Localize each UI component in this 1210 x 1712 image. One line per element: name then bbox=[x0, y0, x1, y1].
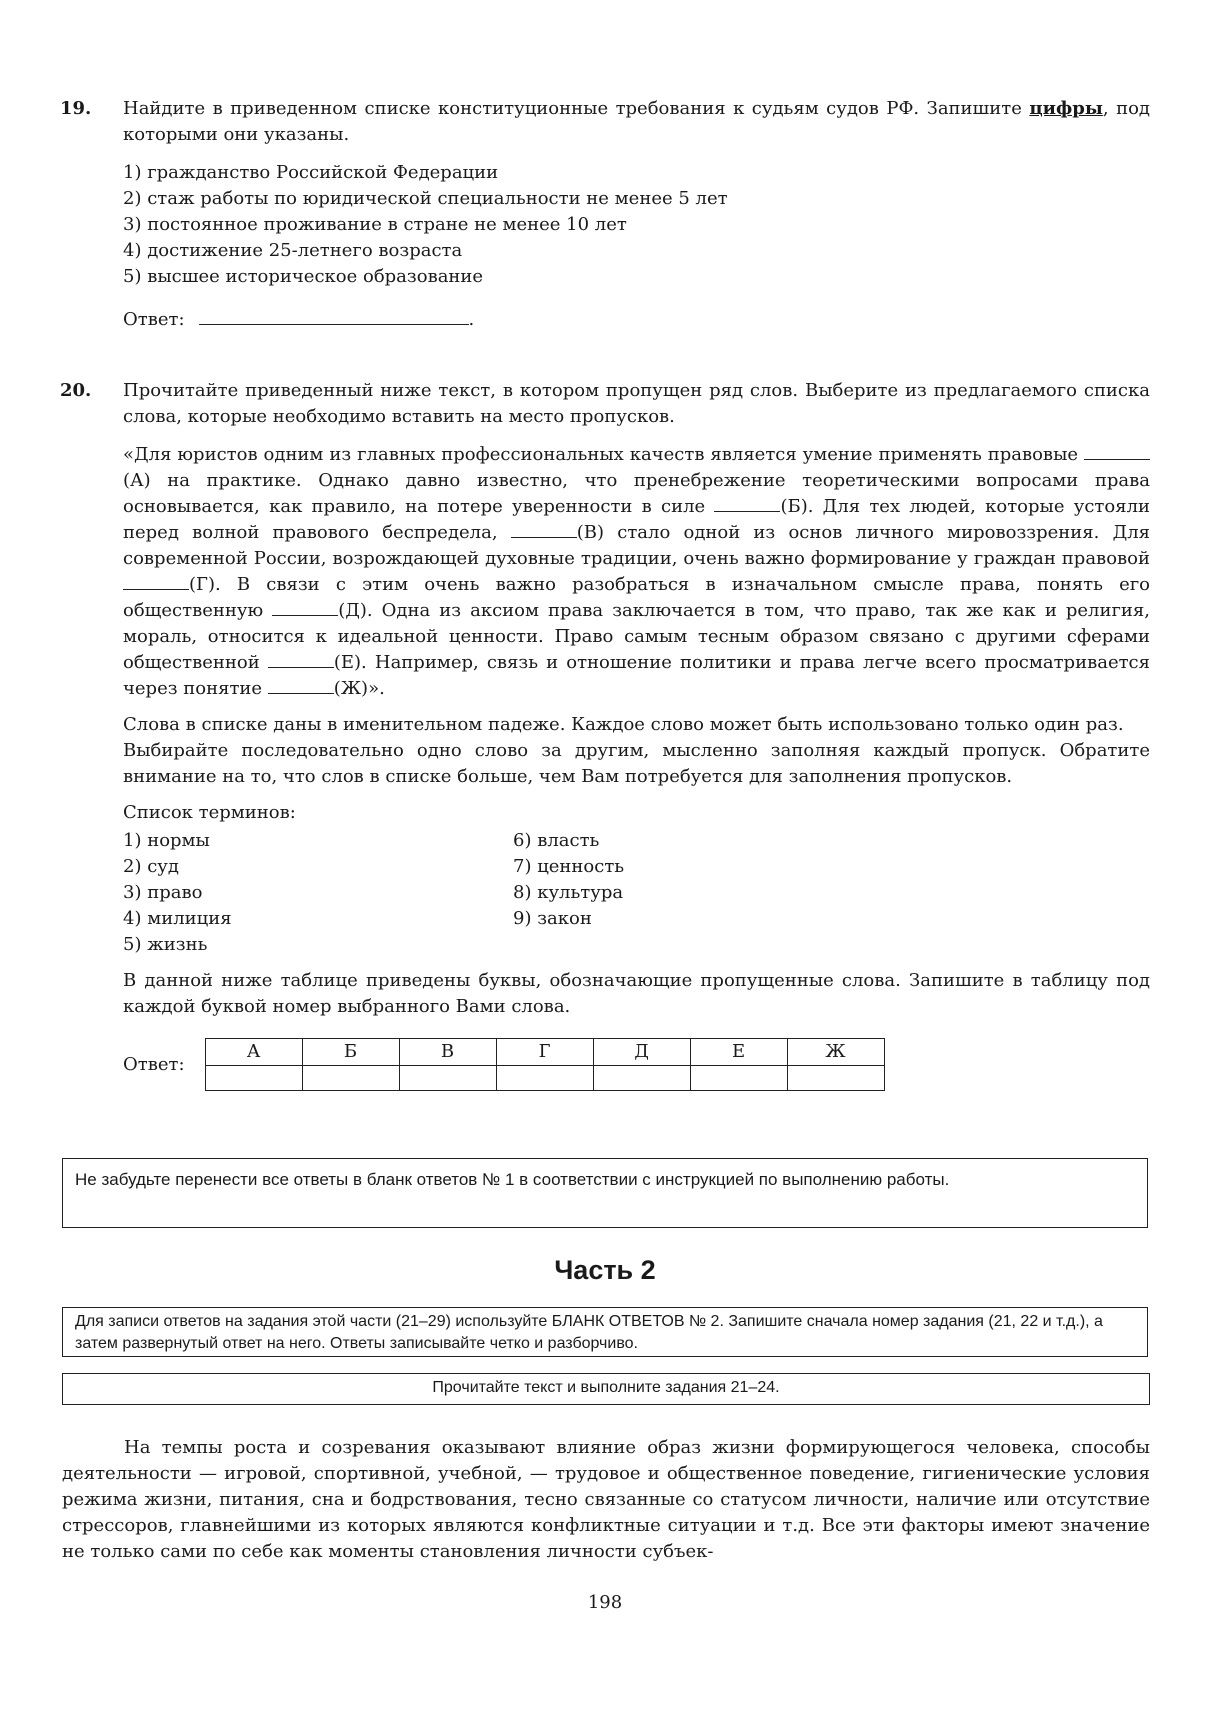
letter-cell: Е bbox=[690, 1039, 787, 1066]
term-item: 3) право bbox=[123, 882, 203, 903]
prompt-text-end: , под которыми они указаны. bbox=[123, 98, 1150, 145]
option: 4) достижение 25-летнего возраста bbox=[123, 240, 463, 261]
answer-row: Ответ: . bbox=[123, 306, 1150, 333]
letter-cell: Б bbox=[302, 1039, 399, 1066]
terms-column-right bbox=[513, 828, 903, 958]
letter-cell: А bbox=[205, 1039, 302, 1066]
blank-gap[interactable] bbox=[268, 651, 334, 668]
term-item: 2) суд bbox=[123, 856, 179, 877]
blank-gap[interactable] bbox=[1084, 443, 1150, 460]
question-19 bbox=[60, 96, 1150, 333]
part-title: Часть 2 bbox=[554, 1255, 656, 1285]
passage-text: (Д). Одна из аксиом права заключается в том, что право, так же как и религия, мораль, относится к идеальной ценности. Право самым тесным образом связано с другими сферами общественной bbox=[123, 600, 1150, 673]
reading-text: На темпы роста и созревания оказывают влияние образ жизни формирующегося человека, способы деятельности — игровой, спортивной, учебной, — трудовое и общественное поведение, гигиенические условия режима жизни, питания, сна и бодрствования, тесно связанные со статусом личности, наличие или отсутствие стрессоров, главнейшими из которых являются конфликтные ситуации и т.д. Все эти факторы имеют значение не только сами по себе как моменты становления личности субъек- bbox=[62, 1437, 1150, 1562]
term-item: 8) культура bbox=[513, 882, 624, 903]
prompt-text: Найдите в приведенном списке конституционные требования к судьям судов РФ. Запишите bbox=[123, 98, 1030, 119]
question-number: 19. bbox=[60, 98, 92, 119]
passage-text: (В) стало одной из основ личного мировоззрения. Для современной России, возрождающей духовные традиции, очень важно формирование у граждан правовой bbox=[123, 522, 1150, 569]
question-prompt bbox=[123, 96, 1150, 148]
passage-text: (Г). В связи с этим очень важно разобраться в изначальном смысле права, понять его общественную bbox=[123, 574, 1150, 621]
term-item: 9) закон bbox=[513, 908, 592, 929]
answer-cell[interactable] bbox=[690, 1066, 787, 1091]
blank-gap[interactable] bbox=[511, 521, 577, 538]
answer-cell[interactable] bbox=[593, 1066, 690, 1091]
answer-table-inputs bbox=[205, 1066, 884, 1091]
option: 1) гражданство Российской Федерации bbox=[123, 162, 499, 183]
passage bbox=[123, 442, 1150, 702]
passage-text: (Б). Для тех людей, которые устояли перед волной правового беспредела, bbox=[123, 496, 1151, 543]
passage-text: «Для юристов одним из главных профессиональных качеств является умение применять правовые bbox=[123, 444, 1084, 465]
answer-cell[interactable] bbox=[787, 1066, 884, 1091]
letter-cell: Ж bbox=[787, 1039, 884, 1066]
term-item: 7) ценность bbox=[513, 856, 625, 877]
instruction-box: Для записи ответов на задания этой части (21–29) используйте БЛАНК ОТВЕТОВ № 2. Запишите сначала номер задания (21, 22 и т.д.), а затем развернутый ответ на него. Ответы записывайте четко и разборчиво. bbox=[62, 1307, 1148, 1357]
term-item: 1) нормы bbox=[123, 830, 210, 851]
option: 2) стаж работы по юридической специальности не менее 5 лет bbox=[123, 188, 728, 209]
answer-cell[interactable] bbox=[205, 1066, 302, 1091]
prompt-emphasis: цифры bbox=[1029, 98, 1103, 119]
answer-table bbox=[205, 1038, 885, 1091]
terms-title: Список терминов: bbox=[123, 802, 296, 823]
reminder-box: Не забудьте перенести все ответы в бланк ответов № 1 в соответствии с инструкцией по выполнению работы. bbox=[62, 1158, 1148, 1228]
passage-text: (Е). Например, связь и отношение политики и права легче всего просматривается через понятие bbox=[123, 652, 1150, 699]
page-number: 198 bbox=[587, 1592, 623, 1613]
passage-text: (Ж)». bbox=[333, 678, 385, 699]
answer-cell[interactable] bbox=[496, 1066, 593, 1091]
answer-cell[interactable] bbox=[399, 1066, 496, 1091]
letter-cell: Г bbox=[496, 1039, 593, 1066]
option: 5) высшее историческое образование bbox=[123, 266, 484, 287]
term-item: 6) власть bbox=[513, 830, 600, 851]
note-order: Выбирайте последовательно одно слово за другим, мысленно заполняя каждый пропуск. Обратите внимание на то, что слов в списке больше, чем Вам потребуется для заполнения пропусков. bbox=[123, 740, 1150, 787]
options-list bbox=[123, 160, 1150, 290]
terms-list bbox=[123, 828, 1150, 958]
blank-gap[interactable] bbox=[123, 573, 189, 590]
question-prompt: Прочитайте приведенный ниже текст, в котором пропущен ряд слов. Выберите из предлагаемого списка слова, которые необходимо вставить на место пропусков. bbox=[123, 380, 1150, 427]
question-20 bbox=[60, 378, 1150, 1091]
table-note: В данной ниже таблице приведены буквы, обозначающие пропущенные слова. Запишите в таблицу под каждой буквой номер выбранного Вами слова. bbox=[123, 970, 1150, 1017]
letter-cell: Д bbox=[593, 1039, 690, 1066]
blank-gap[interactable] bbox=[272, 599, 338, 616]
answer-table-header bbox=[205, 1039, 884, 1066]
answer-label: Ответ: bbox=[123, 309, 185, 330]
blank-gap[interactable] bbox=[268, 677, 334, 694]
question-number: 20. bbox=[60, 380, 92, 401]
answer-table-row bbox=[123, 1038, 1150, 1091]
option: 3) постоянное проживание в стране не менее 10 лет bbox=[123, 214, 627, 235]
terms-column-left bbox=[123, 828, 513, 958]
term-item: 5) жизнь bbox=[123, 934, 208, 955]
letter-cell: В bbox=[399, 1039, 496, 1066]
note-case: Слова в списке даны в именительном падеже. Каждое слово может быть использовано только один раз. bbox=[123, 714, 1124, 735]
term-item: 4) милиция bbox=[123, 908, 232, 929]
passage-text: (А) на практике. Однако давно известно, что пренебрежение теоретическими вопросами права основывается, как правило, на потере уверенности в силе bbox=[123, 470, 1150, 517]
answer-cell[interactable] bbox=[302, 1066, 399, 1091]
answer-label: Ответ: bbox=[123, 1053, 185, 1075]
blank-gap[interactable] bbox=[714, 495, 780, 512]
read-task-box: Прочитайте текст и выполните задания 21–24. bbox=[62, 1373, 1150, 1405]
answer-blank[interactable] bbox=[199, 306, 469, 325]
